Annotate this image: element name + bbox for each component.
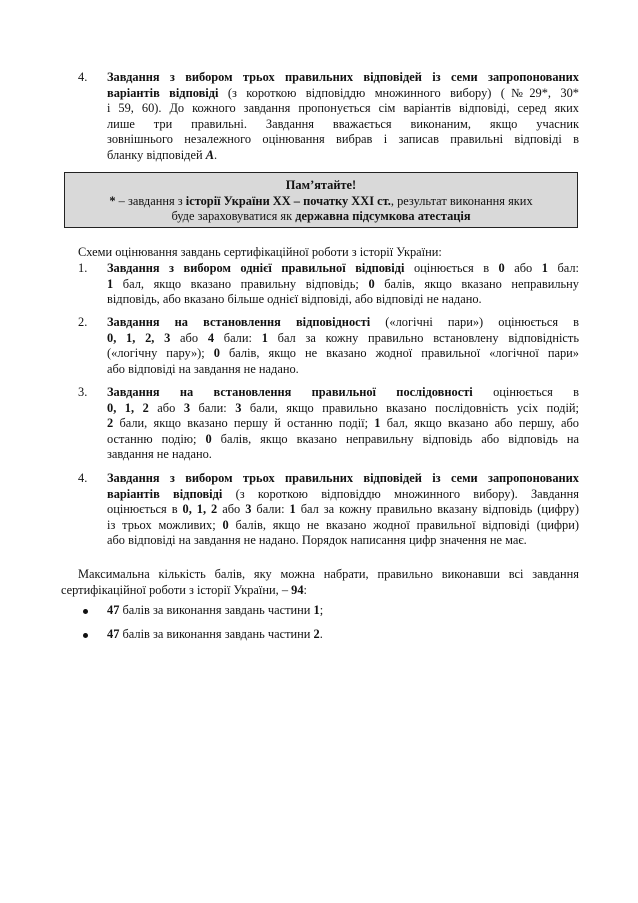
schemes-intro: Схеми оцінювання завдань сертифікаційної роботи з історії України: (78, 245, 442, 259)
item-line: відповідь, або вказано більше однієї відповіді, або відповіді не надано. (107, 292, 482, 307)
item-line: 0, 1, 2 або 3 бали: 3 бали, якщо правильно вказано послідовність усіх подій; (107, 400, 579, 415)
bullet-dot-icon (83, 633, 88, 638)
bullet-item: 47 балів за виконання завдань частини 1; (107, 603, 324, 617)
notice-box (64, 172, 578, 228)
item-line: 2 бали, якщо вказано першу й останню події; 1 бал, якщо вказано або першу, або (107, 416, 579, 431)
item-line: варіантів відповіді (з короткою відповіддю множинного вибору) (№29*, 30* (107, 85, 579, 100)
item-line: оцінюється в 0, 1, 2 або 3 бали: 1 бал за кожну правильно вказану відповідь (цифру) (107, 502, 579, 517)
item-line: («логічну пару»); 0 балів, якщо не вказано жодної правильної «логічної пари» (107, 346, 579, 361)
item-line: останню подію; 0 балів, якщо вказано неправильну відповідь або відповідь на (107, 431, 579, 446)
bullet-dot-icon (83, 609, 88, 614)
item-line: зовнішнього незалежного оцінювання вибрав і записав правильні відповіді в (107, 132, 579, 147)
bullet-item: 47 балів за виконання завдань частини 2. (107, 627, 323, 641)
item-line: і 59, 60). До кожного завдання пропонується сім варіантів відповіді, серед яких (107, 101, 579, 116)
item-line: Завдання з вибором однієї правильної відповіді оцінюється в 0 або 1 бал: (107, 261, 579, 275)
max-score-line: Максимальна кількість балів, яку можна набрати, правильно виконавши всі завдання (78, 567, 579, 581)
notice-line: * – завдання з історії України ХХ – початку ХХІ ст., результат виконання яких (109, 193, 533, 208)
item-line: Завдання на встановлення правильної послідовності оцінюється в (107, 385, 579, 399)
item-number: 4. (78, 70, 88, 84)
item-line: або відповіді на завдання не надано. (107, 361, 299, 376)
item-line: бланку відповідей А. (107, 148, 218, 162)
item-line: варіантів відповіді (з короткою відповіддю множинного вибору). Завдання (107, 486, 579, 501)
notice-line: буде зараховуватися як державна підсумкова атестація (171, 209, 471, 224)
item-line: Завдання з вибором трьох правильних відповідей із семи запропонованих (107, 70, 579, 84)
item-line: 1 бал, якщо вказано правильну відповідь; 0 балів, якщо вказано неправильну (107, 276, 579, 291)
item-line: лише три правильні. Завдання вважається виконаним, якщо учасник (107, 116, 579, 131)
item-line: Завдання з вибором трьох правильних відповідей із семи запропонованих (107, 471, 579, 485)
max-score-line: сертифікаційної роботи з історії України, – 94: (61, 582, 307, 597)
item-number: 1. (78, 261, 88, 275)
item-line: 0, 1, 2, 3 або 4 бали: 1 бал за кожну правильно встановлену відповідність (107, 330, 580, 345)
item-line: або відповіді на завдання не надано. Порядок написання цифр значення не має. (107, 533, 527, 548)
item-line: завдання не надано. (107, 447, 212, 462)
notice-title: Пам’ятайте! (285, 178, 357, 192)
item-number: 4. (78, 471, 88, 485)
item-number: 3. (78, 385, 88, 399)
item-number: 2. (78, 315, 88, 329)
item-line: із трьох можливих; 0 балів, якщо не вказано жодної правильної відповіді (цифри) (107, 517, 579, 532)
item-line: Завдання на встановлення відповідності («логічні пари») оцінюється в (107, 315, 579, 329)
